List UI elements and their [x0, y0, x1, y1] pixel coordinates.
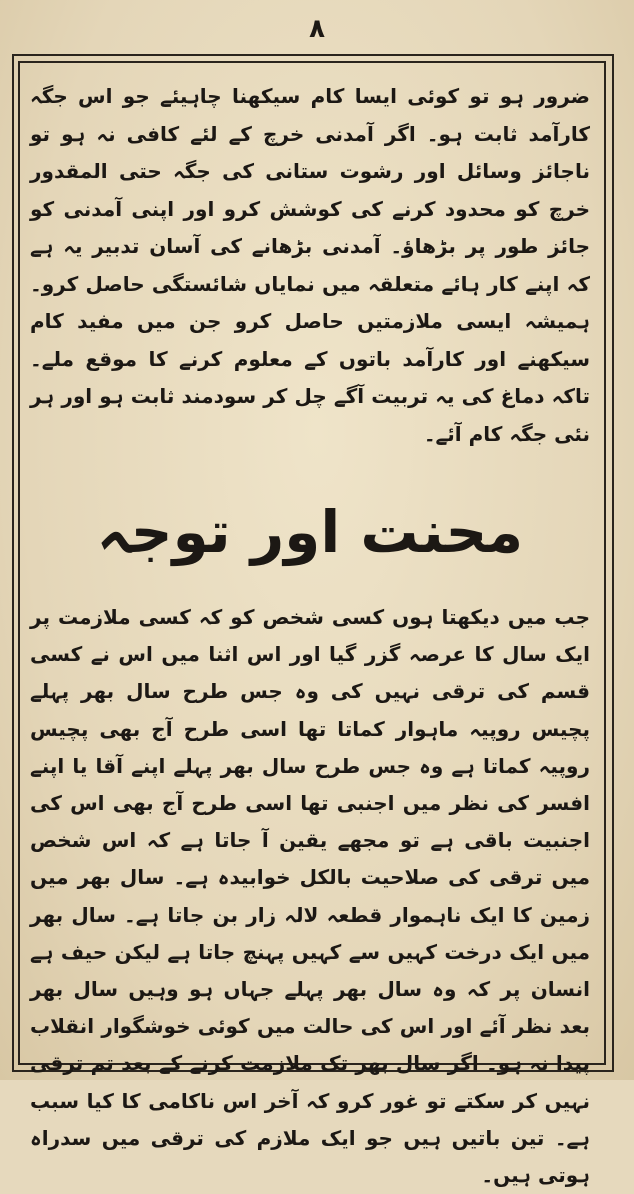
body-paragraph-1: ضرور ہو تو کوئی ایسا کام سیکھنا چاہیئے جو اس جگہ کارآمد ثابت ہو۔ اگر آمدنی خرچ کے لئے کافی نہ ہو تو ناجائز وسائل اور رشوت ستانی کی جگہ حتی المقدور خرچ کو محدود کرنے کی کوشش کرو اور اپنی آمدنی کو جائز طور پر بڑھاؤ۔ آمدنی بڑھانے کی آسان تدبیر یہ ہے کہ اپنے کار ہائے متعلقہ میں نمایاں شائستگی حاصل کرو۔ ہمیشہ ایسی ملازمتیں حاصل کرو جن میں مفید کام سیکھنے اور کارآمد باتوں کے معلوم کرنے کا موقع ملے۔ تاکہ دماغ کی یہ تربیت آگے چل کر سودمند ثابت ہو اور ہر نئی جگہ کام آئے۔	[30, 84, 590, 446]
section-heading: محنت اور توجہ	[96, 498, 524, 566]
page-number: ۸	[309, 14, 325, 44]
body-paragraph-2: جب میں دیکھتا ہوں کسی شخص کو کہ کسی ملازمت پر ایک سال کا عرصہ گزر گیا اور اس اثنا میں اس نے کسی قسم کی ترقی نہیں کی وہ جس طرح سال بھر پہلے پچیس روپیہ ماہوار کماتا تھا اسی طرح آج بھی پچیس روپیہ کماتا ہے وہ جس طرح سال بھر پہلے اپنے آقا یا اپنے افسر کی نظر میں اجنبی تھا اسی طرح آج بھی اس کی اجنبیت باقی ہے تو مجھے یقین آ جاتا ہے کہ اس شخص میں ترقی کی صلاحیت بالکل خوابیدہ ہے۔ سال بھر میں زمین کا ایک ناہموار قطعہ لالہ زار بن جاتا ہے۔ سال بھر میں ایک درخت کہیں سے کہیں پہنچ جاتا ہے لیکن حیف ہے انسان پر کہ وہ سال بھر پہلے جہاں ہو وہیں سال بھر بعد نظر آئے اور اس کی حالت میں کوئی خوشگوار انقلاب پیدا نہ ہو۔ اگر سال بھر تک ملازمت کرنے کے بعد تم ترقی نہیں کر سکتے تو غور کرو کہ آخر اس ناکامی کا کیا سبب ہے۔ تین باتیں ہیں جو ایک ملازم کی ترقی میں سدراہ ہوتی ہیں۔	[30, 605, 590, 1188]
page-content	[30, 78, 590, 1188]
